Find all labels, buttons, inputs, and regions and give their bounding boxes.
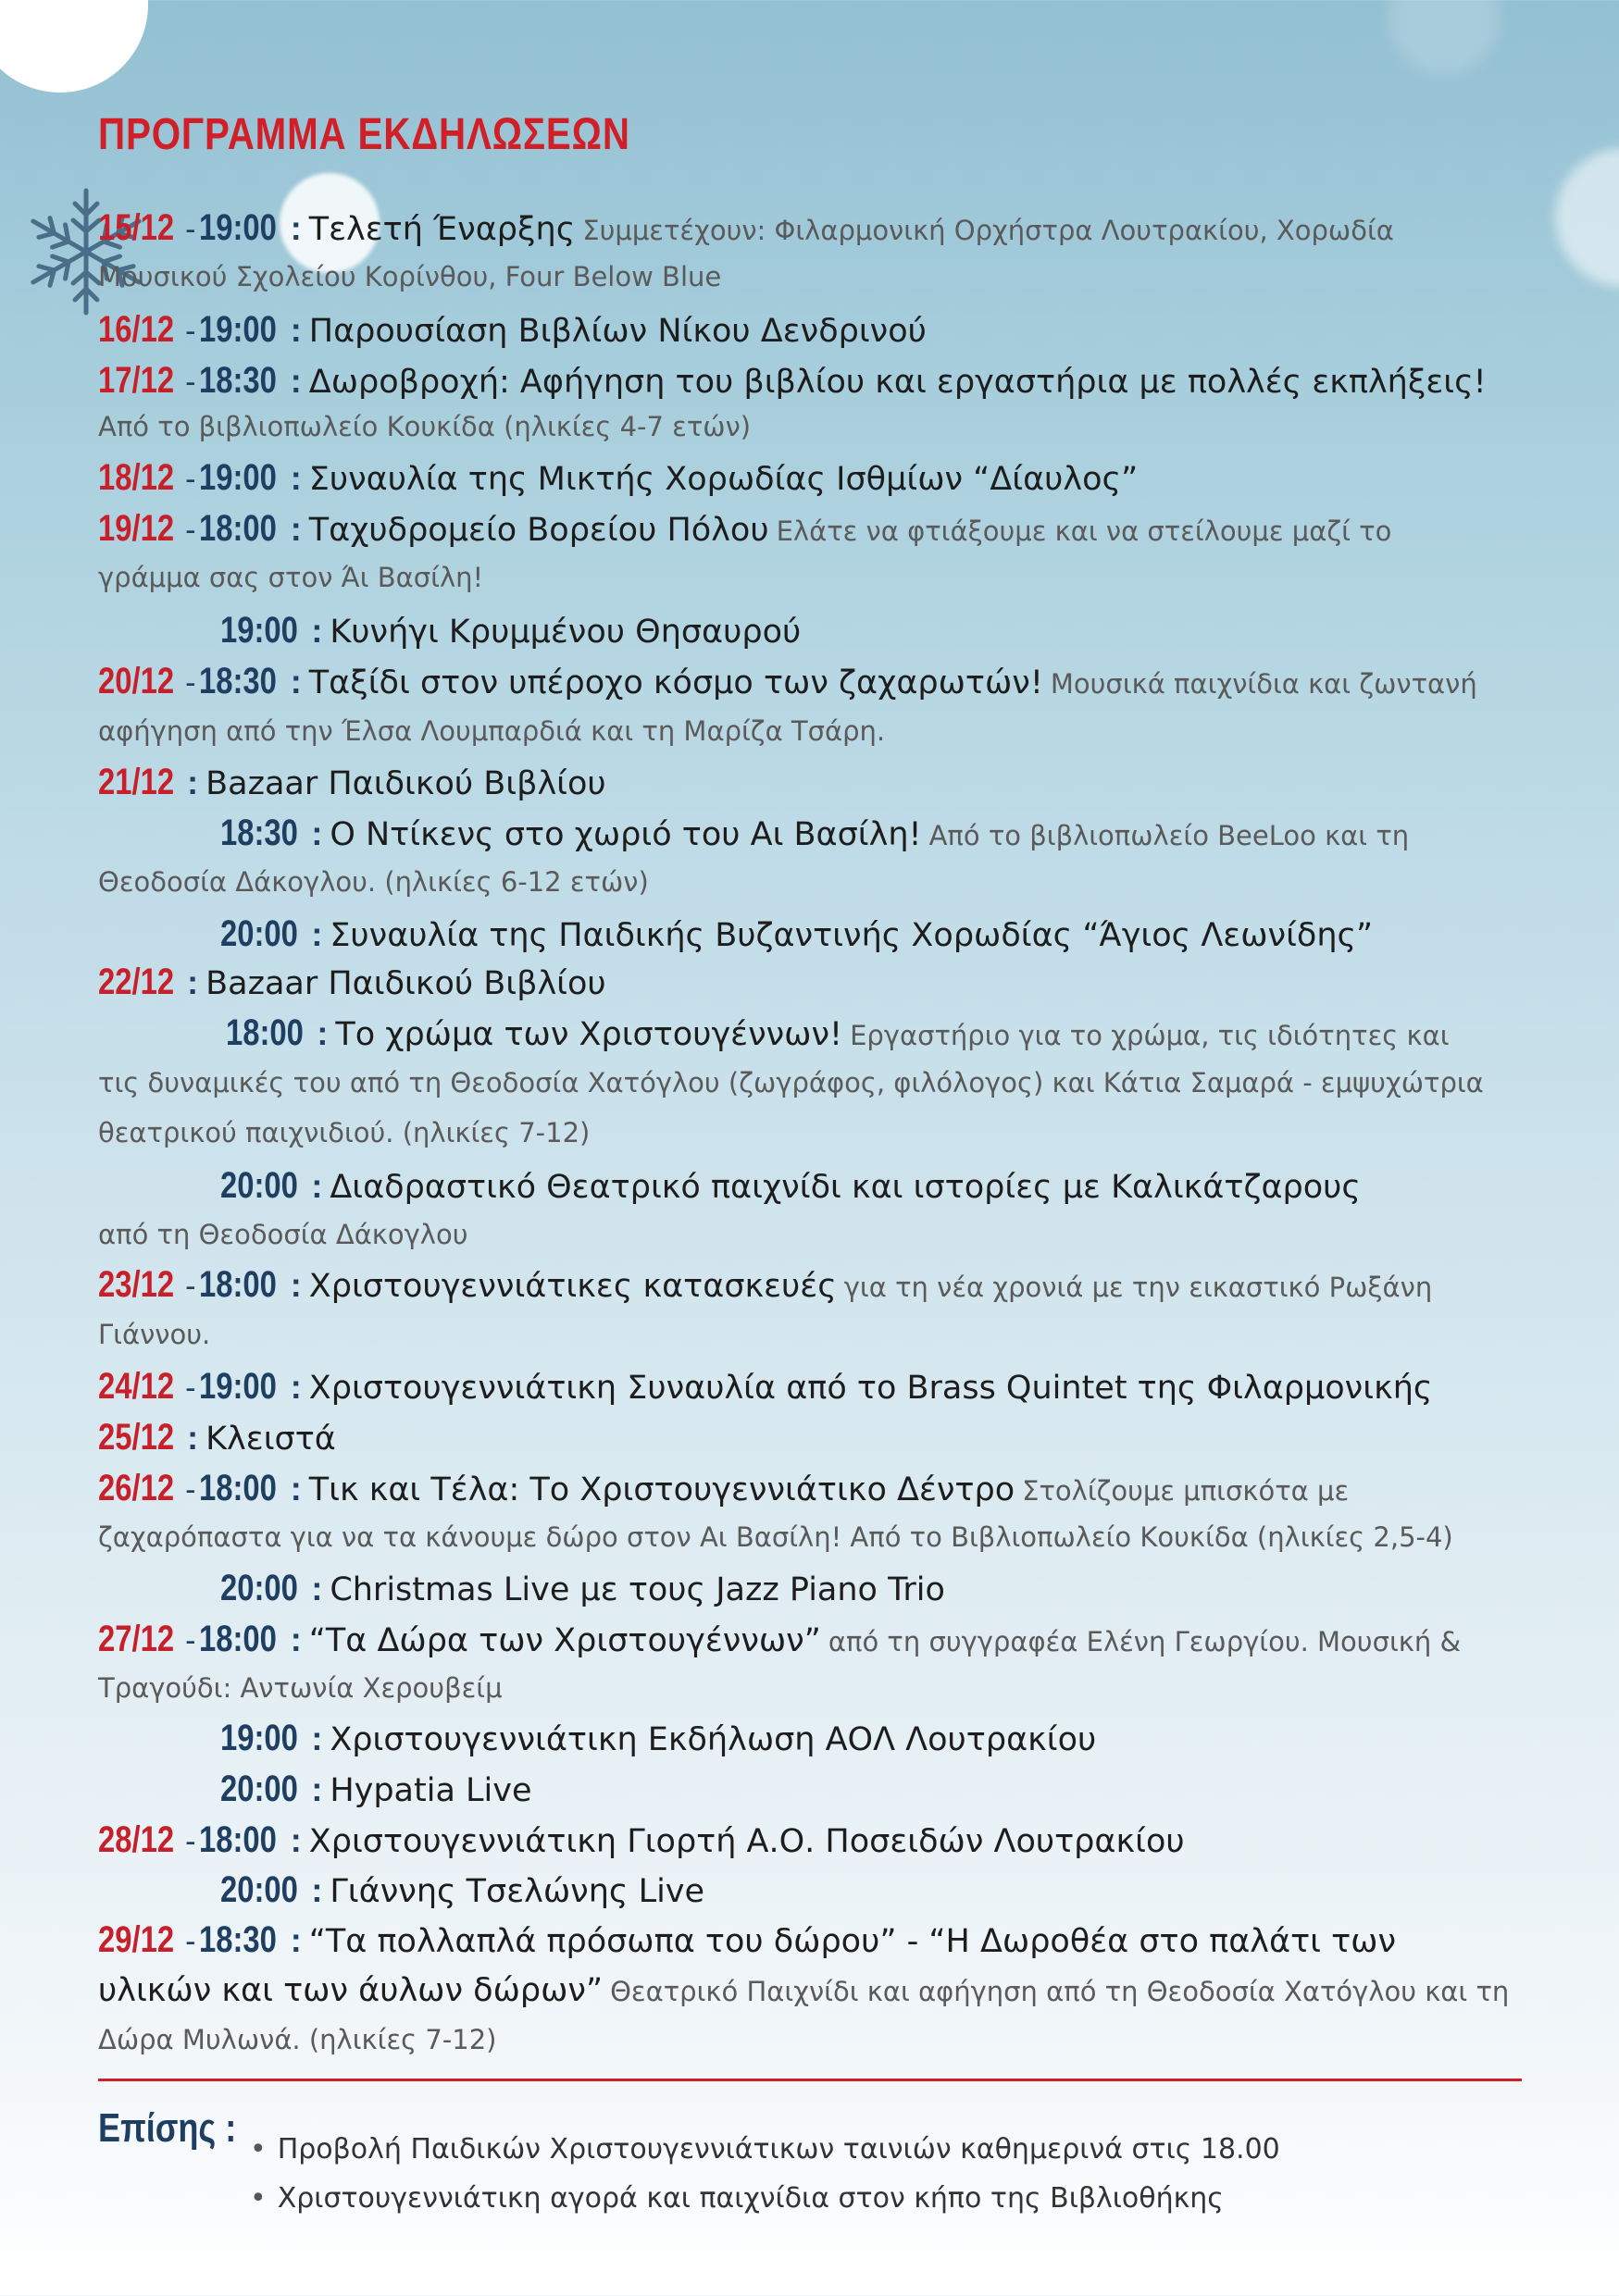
separator: :: [187, 1419, 199, 1457]
schedule-line: [98, 1413, 336, 1461]
event-title: Χριστουγεννιάτικες κατασκευές: [308, 1268, 837, 1305]
event-time: 19:00: [199, 1366, 278, 1407]
event-title: Συναυλία της Μικτής Χορωδίας Ισθμίων “Δίαυλος”: [308, 461, 1139, 498]
continuation-text: Γιάννου.: [98, 1319, 211, 1350]
event-title: Παρουσίαση Βιβλίων Νίκου Δενδρινού: [308, 313, 927, 350]
event-title: Τικ και Τέλα: Το Χριστουγεννιάτικο Δέντρο: [308, 1471, 1015, 1508]
schedule-line: [98, 1464, 1349, 1512]
event-description: Ελάτε να φτιάξουμε και να στείλουμε μαζί το: [776, 515, 1392, 547]
continuation-text: θεατρικού παιχνιδιού. (ηλικίες 7-12): [98, 1117, 591, 1148]
separator: -: [185, 1472, 196, 1508]
separator: :: [317, 1014, 329, 1052]
separator: -: [185, 212, 196, 247]
event-time: 19:00: [199, 207, 278, 248]
event-title: Ταχυδρομείο Βορείου Πόλου: [308, 512, 769, 549]
event-time: 20:00: [220, 1869, 298, 1910]
event-time: 18:00: [199, 1619, 278, 1659]
decor-bubble: [1389, 0, 1500, 74]
divider: [98, 2079, 1522, 2081]
event-time: 18:30: [220, 813, 298, 853]
continuation-text: ζαχαρόπαστα για να τα κάνουμε δώρο στον Αι Βασίλη! Από το Βιβλιοπωλείο Κουκίδα (ηλικίες 2,5-4): [98, 1521, 1453, 1553]
separator: -: [185, 314, 196, 349]
continuation-text: Μουσικού Σχολείου Κορίνθου, Four Below Blue: [98, 261, 722, 292]
schedule-line: [220, 1866, 704, 1914]
separator: :: [290, 459, 302, 497]
schedule-line-continuation: [98, 1212, 468, 1257]
separator: :: [290, 1266, 302, 1304]
schedule-line: [98, 453, 1138, 502]
continuation-text: Από το βιβλιοπωλείο Κουκίδα (ηλικίες 4-7 ετών): [98, 411, 752, 442]
schedule-line-continuation: [98, 254, 721, 299]
event-description: για τη νέα χρονιά με την εικαστικό Ρωξάνη: [843, 1272, 1433, 1303]
event-time: 18:00: [199, 1819, 278, 1860]
also-item-text: Χριστουγεννιάτικη αγορά και παιχνίδια στον κήπο της Βιβλιοθήκης: [277, 2182, 1224, 2215]
event-time: 18:00: [226, 1012, 304, 1053]
schedule-line: [98, 305, 927, 354]
event-title: Bazaar Παιδικού Βιβλίου: [205, 965, 606, 1002]
schedule-line: [98, 1816, 1185, 1864]
schedule-line: [98, 958, 606, 1006]
schedule-line: [98, 1967, 1509, 2015]
event-date: 15/12: [98, 207, 175, 248]
continuation-text: αφήγηση από την Έλσα Λουμπαρδιά και τη Μαρίζα Τσάρη.: [98, 715, 886, 747]
event-time: 20:00: [220, 1568, 298, 1608]
event-description: Από το βιβλιοπωλείο BeeLoo και τη: [928, 820, 1410, 851]
event-title: Κυνήγι Κρυμμένου Θησαυρού: [330, 614, 802, 651]
separator: :: [290, 362, 302, 400]
event-time: 19:00: [199, 457, 278, 498]
schedule-line-continuation: [98, 1312, 210, 1357]
schedule-line: [220, 809, 1409, 857]
schedule-line-continuation: [98, 860, 649, 904]
separator: :: [311, 1871, 323, 1909]
schedule-line: [98, 758, 606, 806]
separator: :: [290, 1470, 302, 1508]
event-date: 24/12: [98, 1366, 175, 1407]
continuation-text: Τραγούδι: Αντωνία Χερουβείμ: [98, 1672, 503, 1704]
event-date: 21/12: [98, 762, 175, 802]
schedule-line: [98, 204, 1394, 252]
separator: -: [185, 365, 196, 400]
event-date: 27/12: [98, 1619, 175, 1659]
event-date: 22/12: [98, 962, 175, 1002]
event-date: 18/12: [98, 457, 175, 498]
separator: :: [311, 1770, 323, 1808]
bullet-icon: •: [250, 2133, 267, 2166]
event-date: 17/12: [98, 360, 175, 401]
schedule-line: [98, 356, 1487, 404]
event-description: Θεατρικό Παιχνίδι και αφήγηση από τη Θεοδοσία Χατόγλου και τη: [610, 1976, 1510, 2007]
event-description: από τη συγγραφέα Ελένη Γεωργίου. Μουσική &: [828, 1626, 1462, 1657]
event-title: Christmas Live με τους Jazz Piano Trio: [330, 1571, 945, 1608]
separator: :: [290, 510, 302, 548]
event-time: 18:30: [199, 661, 278, 701]
decor-bubble: [0, 0, 148, 93]
separator: -: [185, 665, 196, 701]
event-title: “Τα Δώρα των Χριστουγέννων”: [308, 1622, 821, 1659]
event-title: Τελετή Έναρξης: [308, 211, 576, 248]
separator: :: [290, 1620, 302, 1658]
schedule-line: [98, 504, 1391, 552]
bullet-icon: •: [250, 2182, 267, 2215]
schedule-line: [98, 1615, 1461, 1663]
separator: :: [290, 209, 302, 247]
schedule-line: [220, 1564, 945, 1612]
schedule-line: [226, 1009, 1450, 1057]
event-time: 20:00: [220, 913, 298, 954]
schedule-line: [98, 1916, 1396, 1964]
schedule-line-continuation: [98, 2017, 496, 2062]
schedule-line-continuation: [98, 1061, 1484, 1105]
event-time: 18:00: [199, 508, 278, 549]
separator: :: [290, 1921, 302, 1959]
schedule-line-continuation: [98, 1111, 590, 1155]
schedule-line: [220, 1765, 532, 1813]
separator: :: [187, 963, 199, 1001]
schedule-line: [98, 657, 1477, 705]
event-title: Διαδραστικό Θεατρικό παιχνίδι και ιστορίες με Καλικάτζαρους: [330, 1169, 1361, 1206]
event-time: 19:00: [220, 610, 298, 651]
event-date: 16/12: [98, 309, 175, 350]
event-time: 18:30: [199, 1919, 278, 1960]
event-title: Συναυλία της Παιδικής Βυζαντινής Χορωδίας “Άγιος Λεωνίδης”: [330, 917, 1374, 954]
event-time: 19:00: [220, 1718, 298, 1758]
event-title: Ο Ντίκενς στο χωριό του Αι Βασίλη!: [330, 816, 922, 853]
separator: :: [187, 763, 199, 801]
also-item: [250, 2176, 1224, 2222]
decor-bubble: [1555, 148, 1619, 287]
schedule-line: [220, 1161, 1361, 1210]
event-date: 20/12: [98, 661, 175, 701]
separator: :: [311, 915, 323, 953]
event-description: Μουσικά παιχνίδια και ζωντανή: [1050, 668, 1477, 700]
event-title: Το χρώμα των Χριστουγέννων!: [335, 1016, 843, 1053]
separator: :: [311, 612, 323, 650]
event-title: υλικών και των άυλων δώρων”: [98, 1972, 604, 2009]
event-title: Χριστουγεννιάτικη Γιορτή Α.Ο. Ποσειδών Λουτρακίου: [308, 1823, 1185, 1860]
continuation-text: τις δυναμικές του από τη Θεοδοσία Χατόγλου (ζωγράφος, φιλόλογος) και Κάτια Σαμαρά - εμψυχώτρια: [98, 1067, 1484, 1098]
event-time: 20:00: [220, 1769, 298, 1809]
schedule-line: [220, 910, 1373, 958]
event-description: Εργαστήριο για το χρώμα, τις ιδιότητες και: [850, 1020, 1450, 1051]
separator: :: [311, 1719, 323, 1757]
separator: :: [311, 1570, 323, 1607]
schedule-line: [98, 1362, 1432, 1410]
separator: -: [185, 1269, 196, 1304]
separator: -: [185, 1371, 196, 1406]
schedule-line-continuation: [98, 709, 885, 753]
schedule-line: [220, 606, 801, 654]
separator: -: [185, 513, 196, 548]
also-item-text: Προβολή Παιδικών Χριστουγεννιάτικων ταινιών καθημερινά στις 18.00: [277, 2133, 1280, 2166]
separator: :: [290, 1368, 302, 1406]
event-date: 28/12: [98, 1819, 175, 1860]
event-date: 19/12: [98, 508, 175, 549]
event-title: Γιάννης Τσελώνης Live: [330, 1873, 705, 1910]
schedule-line: [220, 1714, 1096, 1762]
event-time: 18:00: [199, 1264, 278, 1305]
also-item: [250, 2127, 1280, 2173]
also-label: Επίσης :: [98, 2105, 237, 2151]
event-date: 29/12: [98, 1919, 175, 1960]
event-title: Ταξίδι στον υπέροχο κόσμο των ζαχαρωτών!: [308, 664, 1043, 701]
separator: :: [290, 1821, 302, 1859]
separator: :: [290, 663, 302, 701]
separator: :: [311, 814, 323, 852]
event-time: 18:30: [199, 360, 278, 401]
separator: -: [185, 1924, 196, 1959]
continuation-text: Θεοδοσία Δάκογλου. (ηλικίες 6-12 ετών): [98, 866, 649, 898]
schedule-line-continuation: [98, 1666, 503, 1710]
event-time: 19:00: [199, 309, 278, 350]
separator: :: [290, 311, 302, 349]
event-title: Χριστουγεννιάτικη Συναυλία από το Brass Quintet της Φιλαρμονικής: [308, 1370, 1433, 1407]
separator: -: [185, 1623, 196, 1658]
event-time: 18:00: [199, 1468, 278, 1508]
continuation-text: από τη Θεοδοσία Δάκογλου: [98, 1219, 468, 1250]
event-title: “Τα πολλαπλά πρόσωπα του δώρου” - “Η Δωροθέα στο παλάτι των: [308, 1923, 1397, 1960]
event-title: Δωροβροχή: Αφήγηση του βιβλίου και εργαστήρια με πολλές εκπλήξεις!: [308, 364, 1487, 401]
continuation-text: Δώρα Μυλωνά. (ηλικίες 7-12): [98, 2024, 497, 2055]
event-title: Bazaar Παιδικού Βιβλίου: [205, 765, 606, 802]
continuation-text: γράμμα σας στον Άι Βασίλη!: [98, 562, 484, 593]
event-date: 25/12: [98, 1417, 175, 1458]
event-title: Κλειστά: [205, 1421, 336, 1458]
event-date: 26/12: [98, 1468, 175, 1508]
page-title: ΠΡΟΓΡΑΜΜΑ ΕΚΔΗΛΩΣΕΩΝ: [98, 110, 630, 159]
separator: :: [311, 1167, 323, 1205]
event-description: Στολίζουμε μπισκότα με: [1022, 1475, 1350, 1507]
event-time: 20:00: [220, 1165, 298, 1206]
event-title: Hypatia Live: [330, 1772, 532, 1809]
event-description: Συμμετέχουν: Φιλαρμονική Ορχήστρα Λουτρακίου, Χορωδία: [582, 215, 1394, 246]
event-date: 23/12: [98, 1264, 175, 1305]
event-title: Χριστουγεννιάτικη Εκδήλωση ΑΟΛ Λουτρακίου: [330, 1721, 1097, 1758]
schedule-line: [98, 1260, 1432, 1309]
schedule-line-continuation: [98, 555, 483, 600]
separator: -: [185, 462, 196, 497]
separator: -: [185, 1824, 196, 1859]
schedule-line-continuation: [98, 404, 751, 449]
schedule-line-continuation: [98, 1515, 1453, 1559]
